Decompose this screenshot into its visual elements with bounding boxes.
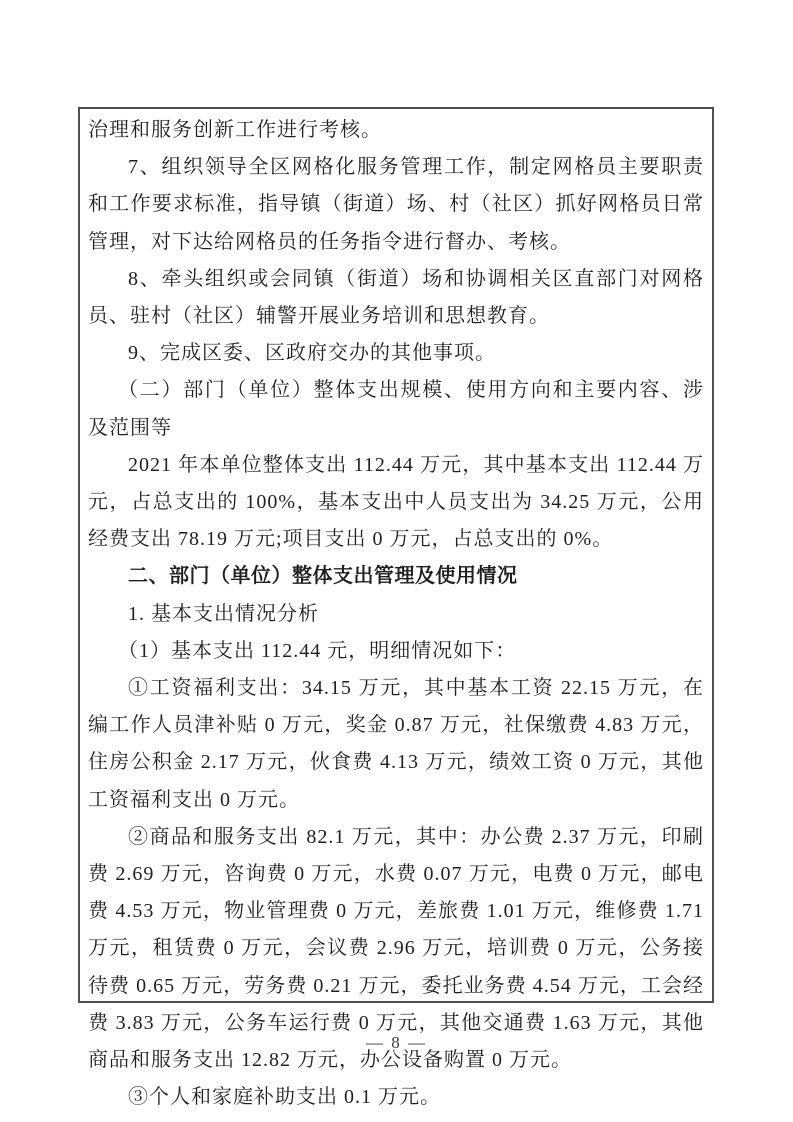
paragraph: ③个人和家庭补助支出 0.1 万元。 bbox=[128, 1086, 441, 1109]
paragraph: 9、完成区委、区政府交办的其他事项。 bbox=[128, 342, 496, 365]
paragraph: 2021 年本单位整体支出 112.44 万元，其中基本支出 112.44 万元，占总支出的 100%，基本支出中人员支出为 34.25 万元，公用经费支出 78.19 万元;项目支出 0 万元，占总支出的 0%。 bbox=[88, 453, 704, 551]
paragraph: 1. 基本支出情况分析 bbox=[128, 602, 319, 625]
paragraph: （二）部门（单位）整体支出规模、使用方向和主要内容、涉及范围等 bbox=[88, 379, 704, 439]
page-number: — 8 — bbox=[366, 1033, 427, 1052]
paragraph: 治理和服务创新工作进行考核。 bbox=[88, 119, 382, 141]
paragraph: 8、牵头组织或会同镇（街道）场和协调相关区直部门对网格员、驻村（社区）辅警开展业务培训和思想教育。 bbox=[88, 267, 704, 328]
paragraph: 7、组织领导全区网格化服务管理工作，制定网格员主要职责和工作要求标准，指导镇（街道）场、村（社区）抓好网格员日常管理，对下达给网格员的任务指令进行督办、考核。 bbox=[88, 156, 704, 253]
document-body bbox=[88, 112, 704, 1116]
document-border-box bbox=[78, 107, 714, 1109]
paragraph: ②商品和服务支出 82.1 万元，其中：办公费 2.37 万元，印刷费 2.69 万元，咨询费 0 万元，水费 0.07 万元，电费 0 万元，邮电费 4.53 万元，物业管理费 0 万元，差旅费 1.01 万元，维修费 1.71 万元，租赁费 0 万元，会议费 2.96 万元，培训费 0 万元，公务接待费 0.65 万元，劳务费 0.21 万元，委托业务费 4.54 万元，工会经费 3.83 万元，公务车运行费 0 万元，其他交通费 1.63 万元，其他商品和服务支出 12.82 万元，办公设备购置 0 万元。 bbox=[88, 825, 704, 1072]
paragraph: （1）基本支出 112.44 元，明细情况如下： bbox=[118, 639, 517, 662]
paragraph: ①工资福利支出：34.15 万元，其中基本工资 22.15 万元，在编工作人员津补贴 0 万元，奖金 0.87 万元，社保缴费 4.83 万元，住房公积金 2.17 万元，伙食费 4.13 万元，绩效工资 0 万元，其他工资福利支出 0 万元。 bbox=[88, 677, 704, 811]
section-heading: 二、部门（单位）整体支出管理及使用情况 bbox=[128, 565, 518, 588]
